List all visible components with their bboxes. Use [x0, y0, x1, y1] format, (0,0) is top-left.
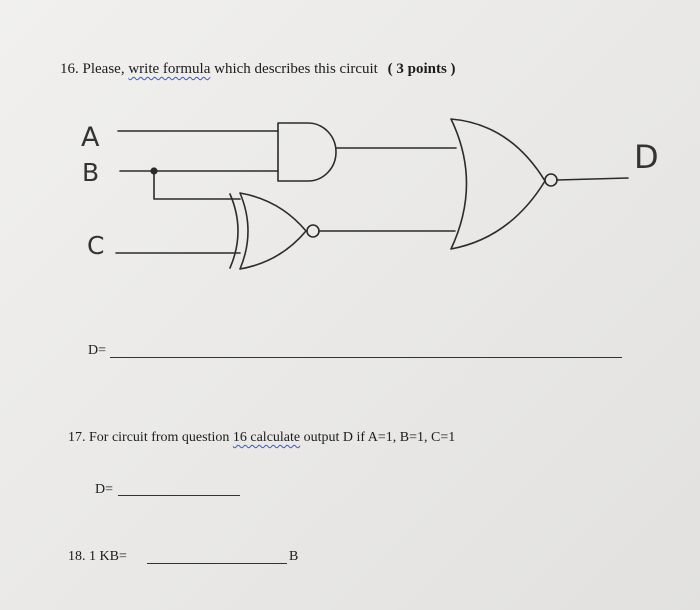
- and-gate: [278, 123, 336, 181]
- question-18-label: 1 KB=: [89, 549, 127, 564]
- question-17-underlined-text: 16 calculate: [232, 430, 301, 445]
- question-17-text-after: output D if A=1, B=1, C=1: [303, 430, 456, 445]
- wire-output-d: [557, 178, 628, 180]
- question-17: [68, 430, 455, 446]
- answer-16-blank[interactable]: [110, 357, 622, 358]
- question-16-text-after: which describes this circuit: [214, 61, 378, 77]
- answer-18-unit: B: [289, 549, 299, 564]
- input-label-b: B: [82, 158, 100, 187]
- question-18-number: 18.: [68, 549, 86, 564]
- question-18: [68, 549, 127, 565]
- nor-output-bubble: [545, 174, 557, 186]
- wire-b-branch: [154, 171, 240, 199]
- question-17-text-before: For circuit from question: [89, 430, 230, 445]
- answer-18-blank[interactable]: [147, 563, 287, 564]
- question-16-text-before: Please,: [82, 61, 125, 77]
- input-label-a: A: [81, 122, 100, 153]
- xnor-gate: [240, 193, 306, 269]
- answer-16-label: D=: [88, 343, 107, 358]
- question-16-number: 16.: [60, 61, 79, 77]
- question-16-underlined-text: write formula: [128, 61, 211, 77]
- xnor-output-bubble: [307, 225, 319, 237]
- nor-gate: [451, 119, 545, 249]
- output-label-d: D: [634, 138, 659, 176]
- question-17-number: 17.: [68, 430, 86, 445]
- question-16-points: ( 3 points ): [387, 61, 456, 77]
- answer-17-label: D=: [95, 482, 114, 497]
- answer-17-blank[interactable]: [118, 495, 240, 496]
- xnor-gate-extra-arc: [230, 194, 238, 268]
- input-label-c: C: [87, 231, 105, 260]
